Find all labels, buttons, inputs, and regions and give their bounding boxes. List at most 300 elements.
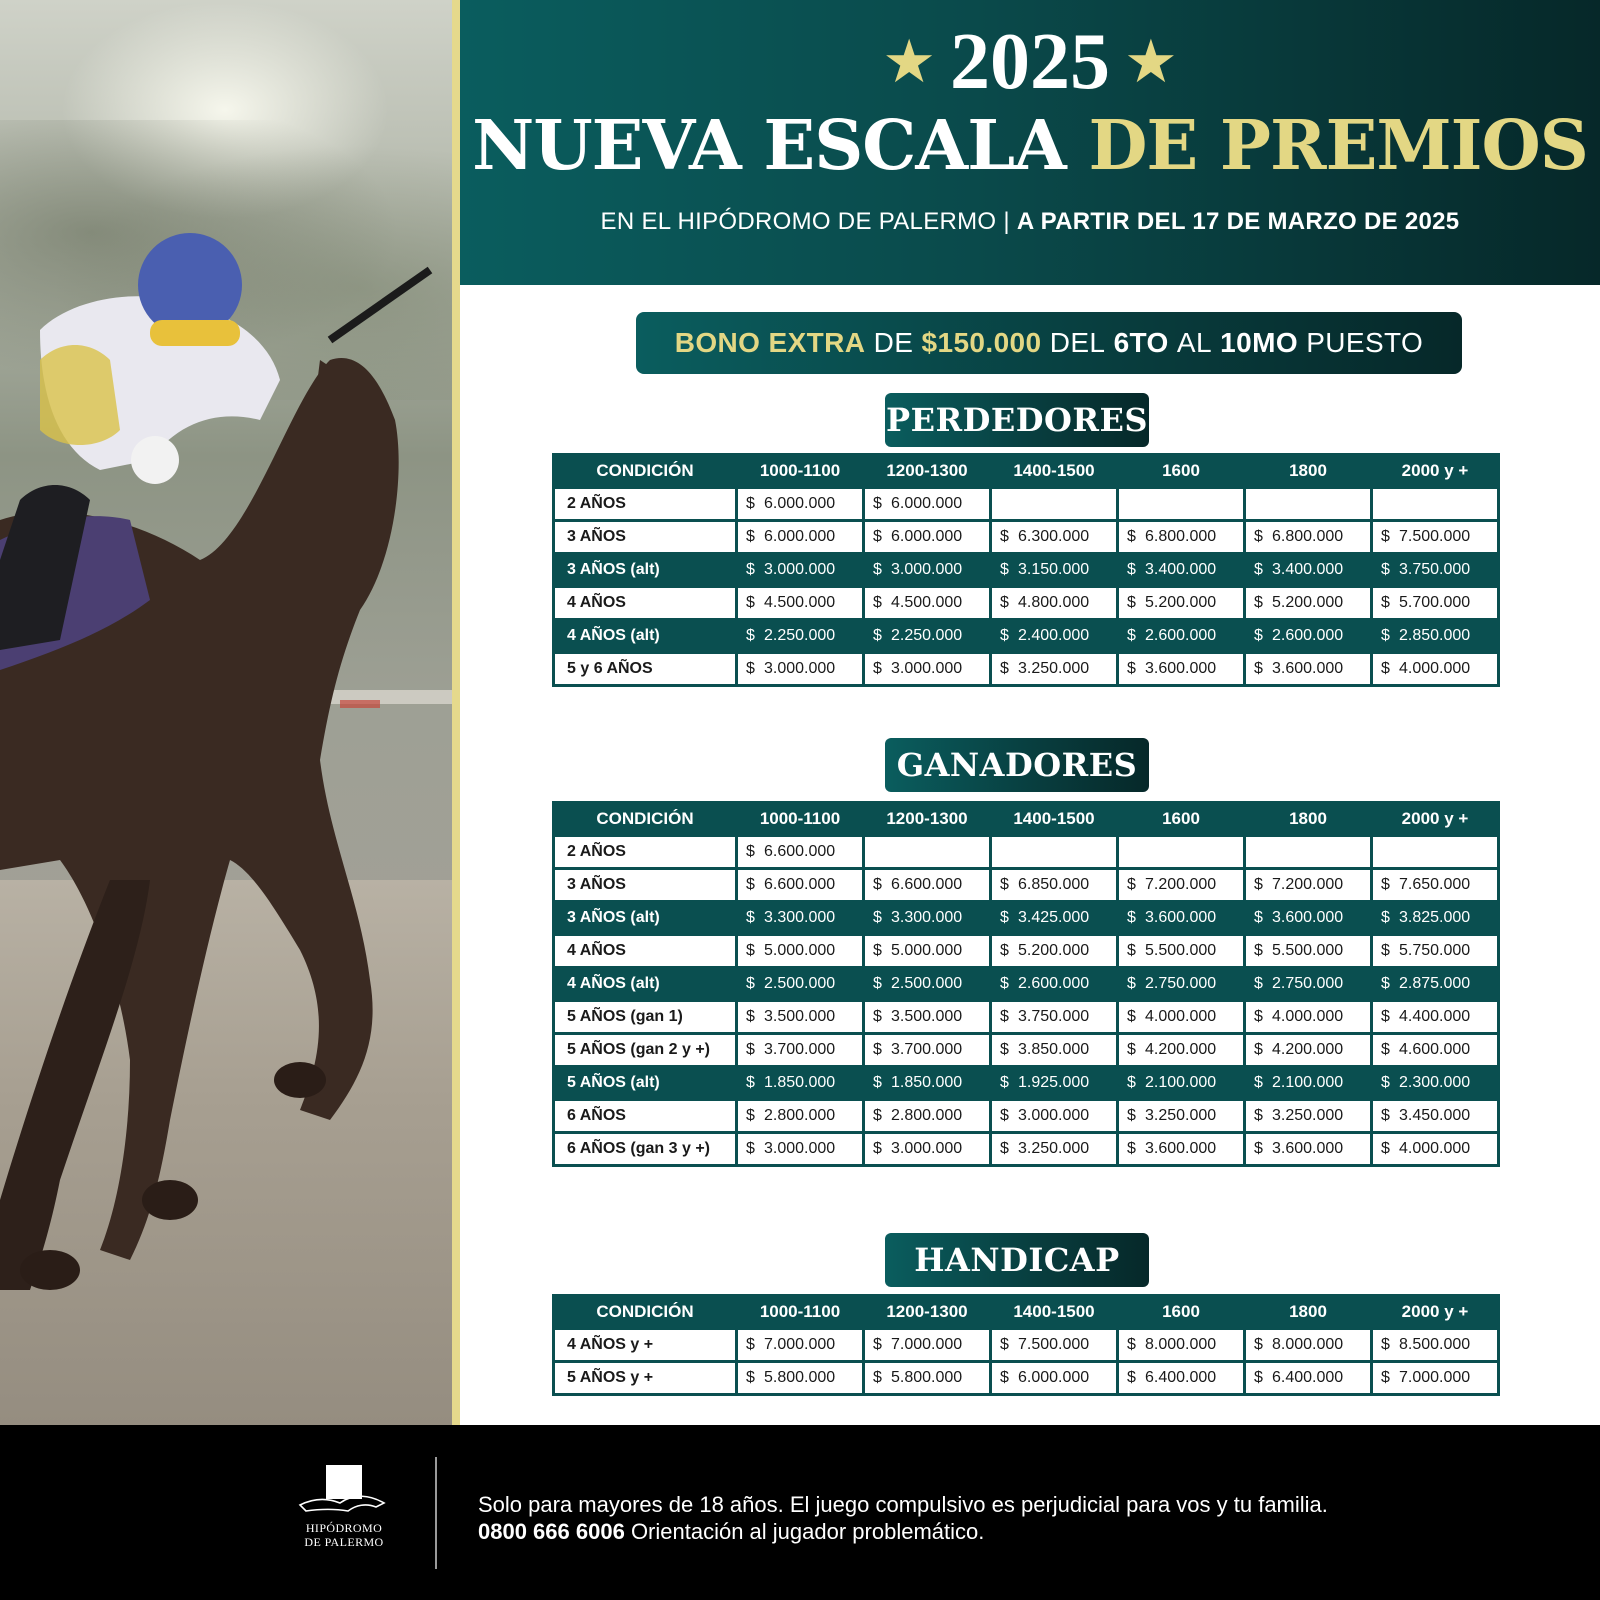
helpline-phone: 0800 666 6006 (478, 1519, 625, 1544)
prize-amount: 4.200.000 (1145, 1041, 1217, 1058)
currency-symbol: $ (1000, 561, 1009, 578)
prize-amount: 7.000.000 (1399, 1369, 1471, 1386)
prize-cell (1373, 1363, 1497, 1393)
prize-cell (1119, 870, 1243, 900)
prize-cell (865, 903, 989, 933)
prize-cell (865, 1035, 989, 1065)
prize-amount: 2.250.000 (764, 627, 836, 644)
prize-amount: 2.600.000 (1018, 975, 1090, 992)
currency-symbol: $ (1127, 1074, 1136, 1091)
prize-amount: 5.200.000 (1272, 594, 1344, 611)
table-row (555, 1068, 1497, 1098)
prize-amount: 5.000.000 (891, 942, 963, 959)
column-header-distance: 1000-1100 (759, 1302, 841, 1321)
column-header-distance: 1200-1300 (886, 809, 968, 828)
prize-cell (1373, 969, 1497, 999)
prize-amount: 4.000.000 (1399, 1140, 1471, 1157)
currency-symbol: $ (873, 594, 882, 611)
prize-amount: 7.200.000 (1272, 876, 1344, 893)
prize-cell (992, 555, 1116, 585)
year-label: 2025 (950, 18, 1110, 106)
prize-amount: 2.300.000 (1399, 1074, 1471, 1091)
prize-cell (1119, 837, 1243, 867)
currency-symbol: $ (1000, 627, 1009, 644)
currency-symbol: $ (1381, 660, 1390, 677)
currency-symbol: $ (1127, 1336, 1136, 1353)
prize-amount: 8.000.000 (1145, 1336, 1217, 1353)
prize-amount: 2.750.000 (1272, 975, 1344, 992)
currency-symbol: $ (1000, 1074, 1009, 1091)
currency-symbol: $ (1381, 1140, 1390, 1157)
column-header-distance: 1800 (1289, 809, 1327, 828)
prize-amount: 5.500.000 (1145, 942, 1217, 959)
prize-cell (992, 588, 1116, 618)
table-header-row (555, 1297, 1497, 1327)
prize-cell (1373, 936, 1497, 966)
prize-cell (865, 621, 989, 651)
currency-symbol: $ (746, 561, 755, 578)
prize-cell (738, 1035, 862, 1065)
currency-symbol: $ (1381, 876, 1390, 893)
prize-cell (865, 654, 989, 684)
prize-amount: 7.650.000 (1399, 876, 1471, 893)
currency-symbol: $ (1000, 942, 1009, 959)
prize-amount: 5.750.000 (1399, 942, 1471, 959)
currency-symbol: $ (873, 495, 882, 512)
prize-amount: 5.000.000 (764, 942, 836, 959)
prize-cell (1119, 1363, 1243, 1393)
prize-cell (992, 969, 1116, 999)
prize-amount: 5.500.000 (1272, 942, 1344, 959)
currency-symbol: $ (1000, 1041, 1009, 1058)
prize-amount: 3.750.000 (1399, 561, 1471, 578)
condition-cell: 3 AÑOS (555, 870, 735, 900)
section-title-perdedores: PERDEDORES (885, 393, 1149, 447)
table-row (555, 936, 1497, 966)
prize-cell (1373, 1068, 1497, 1098)
currency-symbol: $ (1000, 1369, 1009, 1386)
star-icon: ★ (882, 28, 936, 95)
table-row (555, 489, 1497, 519)
currency-symbol: $ (873, 1074, 882, 1091)
currency-symbol: $ (1000, 594, 1009, 611)
prize-cell (1373, 1101, 1497, 1131)
prize-cell (1373, 555, 1497, 585)
prize-amount: 2.100.000 (1145, 1074, 1217, 1091)
prize-cell (992, 1035, 1116, 1065)
currency-symbol: $ (746, 495, 755, 512)
header-banner (460, 0, 1600, 285)
table-row (555, 654, 1497, 684)
table-header-row (555, 804, 1497, 834)
prize-cell (1246, 621, 1370, 651)
subtitle (460, 208, 1600, 236)
prize-cell (738, 1068, 862, 1098)
currency-symbol: $ (1127, 1140, 1136, 1157)
prize-cell (1246, 1363, 1370, 1393)
prize-cell (738, 654, 862, 684)
condition-cell: 3 AÑOS (alt) (567, 909, 660, 926)
currency-symbol: $ (873, 1140, 882, 1157)
condition-cell: 5 AÑOS (gan 2 y +) (555, 1035, 735, 1065)
currency-symbol: $ (1254, 528, 1263, 545)
prize-cell (1119, 936, 1243, 966)
prize-amount: 3.250.000 (1272, 1107, 1344, 1124)
currency-symbol: $ (1000, 1336, 1009, 1353)
prize-amount: 4.000.000 (1145, 1008, 1217, 1025)
prize-cell (1246, 837, 1370, 867)
table-row (555, 1363, 1497, 1393)
column-header-distance: 1200-1300 (886, 461, 968, 480)
prize-cell (1246, 654, 1370, 684)
prize-cell (992, 1068, 1116, 1098)
column-header-distance: 1800 (1289, 1302, 1327, 1321)
horse-silhouette (0, 0, 452, 1425)
prize-amount: 4.000.000 (1399, 660, 1471, 677)
prize-table-ganadores (552, 801, 1500, 1167)
prize-cell (992, 654, 1116, 684)
currency-symbol: $ (1000, 1008, 1009, 1025)
prize-amount: 2.800.000 (764, 1107, 836, 1124)
table-row (555, 837, 1497, 867)
subtitle-place: EN EL HIPÓDROMO DE PALERMO | (600, 208, 1010, 235)
prize-cell (992, 936, 1116, 966)
currency-symbol: $ (1254, 975, 1263, 992)
currency-symbol: $ (1254, 1369, 1263, 1386)
currency-symbol: $ (1000, 876, 1009, 893)
condition-cell: 4 AÑOS (555, 588, 735, 618)
currency-symbol: $ (1381, 594, 1390, 611)
prize-amount: 3.600.000 (1272, 660, 1344, 677)
helpline (478, 1518, 1328, 1545)
currency-symbol: $ (873, 561, 882, 578)
prize-amount: 4.800.000 (1018, 594, 1090, 611)
prize-cell (738, 1363, 862, 1393)
prize-amount: 5.800.000 (764, 1369, 836, 1386)
table-row (555, 969, 1497, 999)
prize-cell (865, 870, 989, 900)
currency-symbol: $ (1254, 1074, 1263, 1091)
currency-symbol: $ (873, 528, 882, 545)
prize-amount: 3.000.000 (764, 561, 836, 578)
currency-symbol: $ (1000, 975, 1009, 992)
subtitle-date: A PARTIR DEL 17 DE MARZO DE 2025 (1016, 208, 1460, 235)
prize-amount: 3.250.000 (1145, 1107, 1217, 1124)
prize-amount: 6.600.000 (764, 843, 836, 860)
currency-symbol: $ (746, 1107, 755, 1124)
column-header-condicion: CONDICIÓN (596, 461, 694, 480)
currency-symbol: $ (1381, 1336, 1390, 1353)
prize-amount: 3.500.000 (891, 1008, 963, 1025)
bonus-al: AL (1176, 327, 1212, 358)
condition-cell: 4 AÑOS (alt) (567, 975, 660, 992)
prize-amount: 4.600.000 (1399, 1041, 1471, 1058)
prize-cell (865, 1134, 989, 1164)
prize-amount: 6.000.000 (764, 495, 836, 512)
prize-amount: 2.600.000 (1145, 627, 1217, 644)
prize-cell (738, 1002, 862, 1032)
prize-amount: 7.500.000 (1018, 1336, 1090, 1353)
star-icon: ★ (1124, 28, 1178, 95)
column-header-distance: 1600 (1162, 809, 1200, 828)
prize-cell (1246, 1101, 1370, 1131)
currency-symbol: $ (1254, 909, 1263, 926)
page-title (460, 106, 1600, 186)
prize-cell (1246, 1134, 1370, 1164)
prize-cell (865, 837, 989, 867)
currency-symbol: $ (746, 627, 755, 644)
prize-amount: 7.000.000 (764, 1336, 836, 1353)
prize-amount: 6.300.000 (1018, 528, 1090, 545)
currency-symbol: $ (1254, 1336, 1263, 1353)
footer-message (478, 1491, 1328, 1545)
table-row (555, 555, 1497, 585)
currency-symbol: $ (873, 627, 882, 644)
prize-amount: 6.400.000 (1145, 1369, 1217, 1386)
condition-cell: 6 AÑOS (gan 3 y +) (555, 1134, 735, 1164)
jockey-horse-photo (0, 0, 452, 1425)
prize-cell (992, 1002, 1116, 1032)
prize-cell (992, 522, 1116, 552)
prize-cell (1246, 969, 1370, 999)
prize-amount: 6.400.000 (1272, 1369, 1344, 1386)
prize-amount: 3.425.000 (1018, 909, 1090, 926)
currency-symbol: $ (1254, 1041, 1263, 1058)
currency-symbol: $ (746, 1140, 755, 1157)
table-row (555, 903, 1497, 933)
currency-symbol: $ (1000, 1140, 1009, 1157)
prize-cell (1373, 1330, 1497, 1360)
prize-cell (1119, 654, 1243, 684)
section-title-handicap: HANDICAP (885, 1233, 1149, 1287)
currency-symbol: $ (873, 1336, 882, 1353)
currency-symbol: $ (1381, 1369, 1390, 1386)
condition-cell: 5 y 6 AÑOS (555, 654, 735, 684)
title-main: NUEVA ESCALA (472, 106, 1066, 186)
prize-amount: 3.400.000 (1145, 561, 1217, 578)
prize-cell (865, 1363, 989, 1393)
bonus-from: 6TO (1113, 327, 1169, 358)
prize-amount: 2.750.000 (1145, 975, 1217, 992)
prize-cell (1373, 621, 1497, 651)
column-header-distance: 1200-1300 (886, 1302, 968, 1321)
table-row (555, 1330, 1497, 1360)
prize-cell (1246, 489, 1370, 519)
currency-symbol: $ (746, 660, 755, 677)
prize-cell (1373, 1134, 1497, 1164)
currency-symbol: $ (1254, 1008, 1263, 1025)
prize-amount: 3.600.000 (1145, 909, 1217, 926)
currency-symbol: $ (1127, 876, 1136, 893)
currency-symbol: $ (873, 942, 882, 959)
prize-cell (1246, 870, 1370, 900)
prize-cell (1246, 588, 1370, 618)
prize-amount: 3.450.000 (1399, 1107, 1471, 1124)
prize-amount: 6.000.000 (764, 528, 836, 545)
currency-symbol: $ (1127, 528, 1136, 545)
currency-symbol: $ (1000, 660, 1009, 677)
prize-cell (1246, 522, 1370, 552)
currency-symbol: $ (1000, 528, 1009, 545)
prize-cell (738, 555, 862, 585)
prize-cell (1373, 654, 1497, 684)
currency-symbol: $ (1381, 1107, 1390, 1124)
prize-cell (865, 1002, 989, 1032)
prize-amount: 3.850.000 (1018, 1041, 1090, 1058)
currency-symbol: $ (1254, 594, 1263, 611)
prize-amount: 7.000.000 (891, 1336, 963, 1353)
prize-amount: 2.850.000 (1399, 627, 1471, 644)
table-row (555, 1002, 1497, 1032)
currency-symbol: $ (1381, 1008, 1390, 1025)
prize-amount: 3.300.000 (764, 909, 836, 926)
prize-amount: 3.000.000 (764, 660, 836, 677)
table-row (555, 1101, 1497, 1131)
bonus-banner (636, 312, 1462, 374)
prize-cell (738, 621, 862, 651)
condition-cell: 5 AÑOS y + (555, 1363, 735, 1393)
prize-cell (1246, 936, 1370, 966)
table-row (555, 588, 1497, 618)
prize-cell (865, 489, 989, 519)
prize-amount: 3.250.000 (1018, 660, 1090, 677)
condition-cell: 3 AÑOS (555, 522, 735, 552)
currency-symbol: $ (1254, 561, 1263, 578)
prize-amount: 5.800.000 (891, 1369, 963, 1386)
prize-amount: 5.200.000 (1145, 594, 1217, 611)
prize-amount: 1.850.000 (764, 1074, 836, 1091)
prize-amount: 4.000.000 (1272, 1008, 1344, 1025)
title-accent: DE PREMIOS (1088, 106, 1588, 186)
prize-amount: 6.600.000 (764, 876, 836, 893)
prize-cell (738, 1134, 862, 1164)
prize-amount: 6.800.000 (1272, 528, 1344, 545)
prize-cell (992, 1101, 1116, 1131)
currency-symbol: $ (746, 876, 755, 893)
prize-cell (1119, 903, 1243, 933)
prize-cell (738, 837, 862, 867)
currency-symbol: $ (873, 876, 882, 893)
bonus-amount: $150.000 (921, 327, 1042, 358)
prize-cell (992, 621, 1116, 651)
condition-cell: 5 AÑOS (gan 1) (555, 1002, 735, 1032)
table-row (555, 1134, 1497, 1164)
prize-amount: 6.800.000 (1145, 528, 1217, 545)
prize-amount: 1.925.000 (1018, 1074, 1090, 1091)
prize-amount: 8.000.000 (1272, 1336, 1344, 1353)
bonus-del: DEL (1049, 327, 1106, 358)
helpline-text: Orientación al jugador problemático. (624, 1519, 985, 1544)
column-header-distance: 1400-1500 (1013, 461, 1095, 480)
prize-cell (1246, 1330, 1370, 1360)
currency-symbol: $ (873, 909, 882, 926)
currency-symbol: $ (1127, 594, 1136, 611)
year-row (460, 18, 1600, 106)
prize-amount: 3.000.000 (1018, 1107, 1090, 1124)
table-row (555, 522, 1497, 552)
column-header-distance: 1000-1100 (759, 461, 841, 480)
prize-cell (1373, 1035, 1497, 1065)
prize-cell (865, 1330, 989, 1360)
prize-amount: 4.500.000 (891, 594, 963, 611)
prize-cell (1373, 870, 1497, 900)
prize-amount: 3.000.000 (891, 660, 963, 677)
currency-symbol: $ (1254, 660, 1263, 677)
currency-symbol: $ (873, 975, 882, 992)
prize-cell (1246, 903, 1370, 933)
prize-cell (1373, 489, 1497, 519)
bonus-label: BONO EXTRA (674, 327, 866, 358)
currency-symbol: $ (1127, 1041, 1136, 1058)
prize-cell (865, 1068, 989, 1098)
prize-amount: 2.875.000 (1399, 975, 1471, 992)
condition-cell: 2 AÑOS (555, 489, 735, 519)
currency-symbol: $ (1381, 1074, 1390, 1091)
prize-amount: 5.700.000 (1399, 594, 1471, 611)
currency-symbol: $ (1381, 1041, 1390, 1058)
prize-amount: 6.850.000 (1018, 876, 1090, 893)
prize-cell (865, 936, 989, 966)
prize-cell (1246, 1002, 1370, 1032)
prize-cell (1119, 1068, 1243, 1098)
currency-symbol: $ (1254, 1107, 1263, 1124)
prize-amount: 4.500.000 (764, 594, 836, 611)
currency-symbol: $ (746, 1369, 755, 1386)
prize-table-handicap (552, 1294, 1500, 1396)
prize-cell (1119, 621, 1243, 651)
condition-cell: 4 AÑOS y + (555, 1330, 735, 1360)
currency-symbol: $ (873, 1041, 882, 1058)
prize-amount: 1.850.000 (891, 1074, 963, 1091)
currency-symbol: $ (1381, 528, 1390, 545)
prize-cell (1246, 1035, 1370, 1065)
currency-symbol: $ (1381, 909, 1390, 926)
prize-amount: 3.600.000 (1272, 909, 1344, 926)
prize-amount: 3.300.000 (891, 909, 963, 926)
table-row (555, 1035, 1497, 1065)
prize-amount: 3.700.000 (764, 1041, 836, 1058)
prize-cell (1373, 588, 1497, 618)
prize-amount: 6.000.000 (891, 528, 963, 545)
section-title-ganadores: GANADORES (885, 738, 1149, 792)
prize-amount: 2.500.000 (764, 975, 836, 992)
column-header-condicion: CONDICIÓN (596, 1302, 694, 1321)
column-header-distance: 2000 y + (1401, 809, 1469, 828)
prize-amount: 6.600.000 (891, 876, 963, 893)
prize-cell (1373, 522, 1497, 552)
prize-cell (1119, 522, 1243, 552)
prize-cell (738, 936, 862, 966)
prize-cell (738, 1330, 862, 1360)
prize-amount: 2.500.000 (891, 975, 963, 992)
prize-cell (1119, 1035, 1243, 1065)
prize-cell (865, 522, 989, 552)
currency-symbol: $ (873, 1369, 882, 1386)
condition-cell: 5 AÑOS (alt) (567, 1074, 660, 1091)
table-row (555, 621, 1497, 651)
hipodromo-logo (296, 1465, 392, 1549)
currency-symbol: $ (1127, 975, 1136, 992)
prize-table-perdedores (552, 453, 1500, 687)
prize-cell (865, 588, 989, 618)
prize-amount: 4.200.000 (1272, 1041, 1344, 1058)
currency-symbol: $ (746, 594, 755, 611)
currency-symbol: $ (1127, 660, 1136, 677)
currency-symbol: $ (746, 1336, 755, 1353)
prize-amount: 3.825.000 (1399, 909, 1471, 926)
logo-line-1: HIPÓDROMO (305, 1521, 383, 1535)
currency-symbol: $ (1381, 975, 1390, 992)
